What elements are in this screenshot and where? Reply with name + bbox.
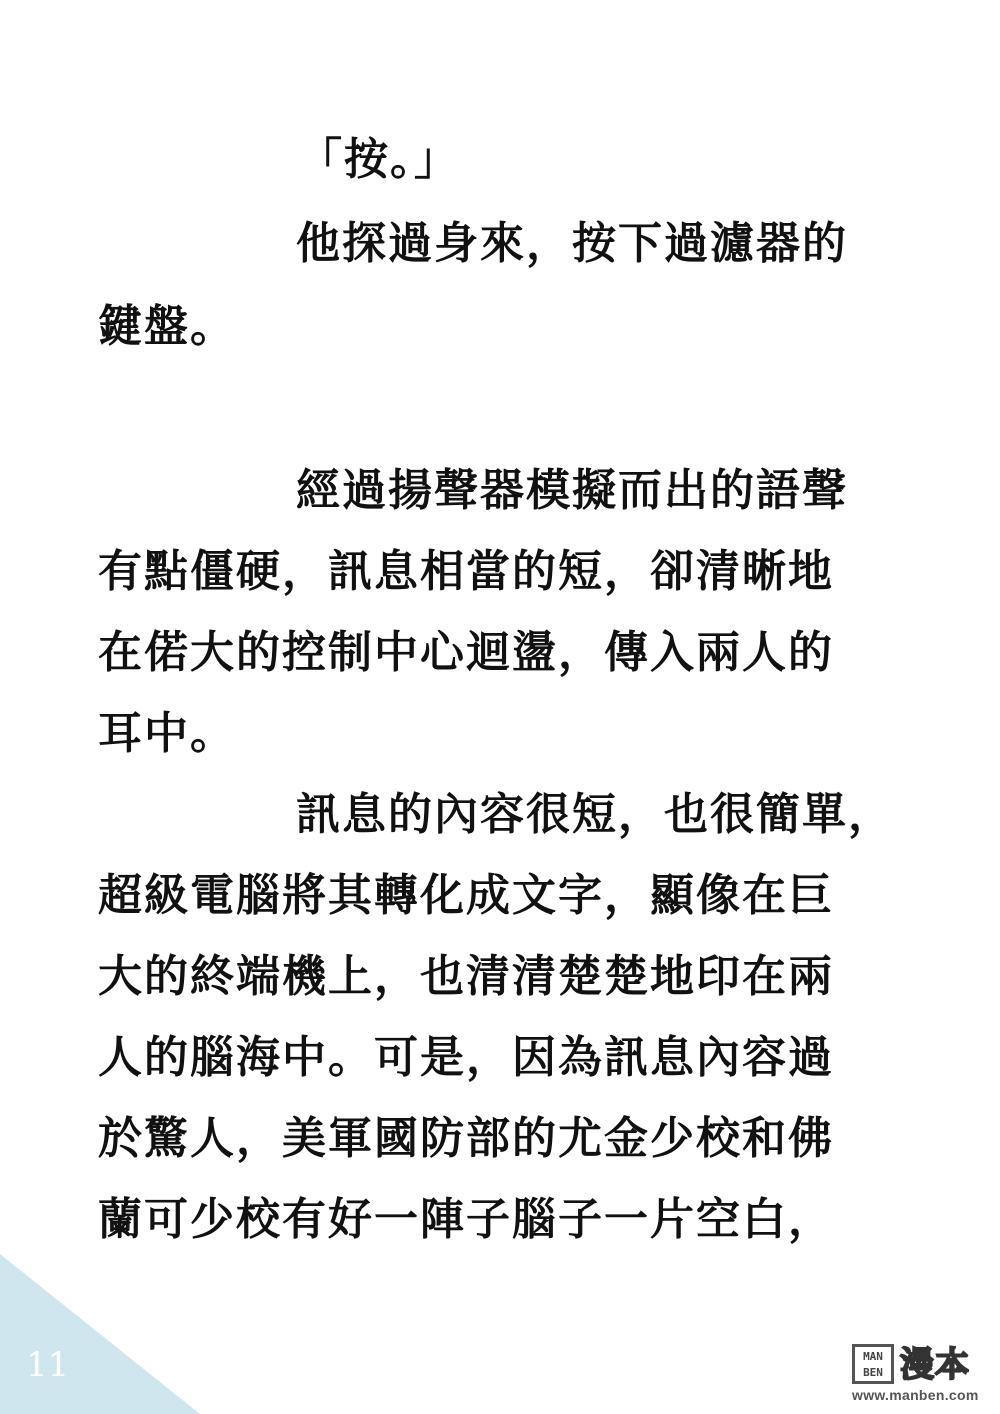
watermark-logo-box: [852, 1344, 894, 1384]
text-line: 在偌大的控制中心迴盪，傳入兩人的: [98, 627, 834, 678]
page-number: 11: [26, 1345, 70, 1385]
text-line: 經過揚聲器模擬而出的語聲: [296, 465, 848, 516]
watermark-logo-line1: MAN: [863, 1350, 883, 1363]
text-line: 鍵盤。: [98, 301, 236, 352]
text-line: 他探過身來，按下過濾器的: [296, 218, 848, 269]
text-line: 「按。」: [298, 134, 460, 185]
text-line: 大的終端機上，也清清楚楚地印在兩: [98, 951, 834, 1002]
watermark-url: www.manben.com: [852, 1387, 979, 1403]
text-line: 耳中。: [98, 708, 236, 759]
text-line: 人的腦海中。可是，因為訊息內容過: [98, 1032, 834, 1083]
corner-accent-triangle: [0, 1254, 200, 1414]
text-line: 於驚人，美軍國防部的尤金少校和佛: [98, 1113, 834, 1164]
text-line: 有點僵硬，訊息相當的短，卻清晰地: [98, 546, 834, 597]
site-watermark: [852, 1344, 992, 1404]
text-line: 超級電腦將其轉化成文字，顯像在巨: [98, 870, 834, 921]
watermark-logo-cn: 漫本: [900, 1345, 970, 1385]
text-line: 蘭可少校有好一陣子腦子一片空白，: [98, 1194, 834, 1245]
watermark-logo-line2: BEN: [863, 1366, 883, 1379]
text-line: 訊息的內容很短，也很簡單，: [296, 789, 894, 840]
